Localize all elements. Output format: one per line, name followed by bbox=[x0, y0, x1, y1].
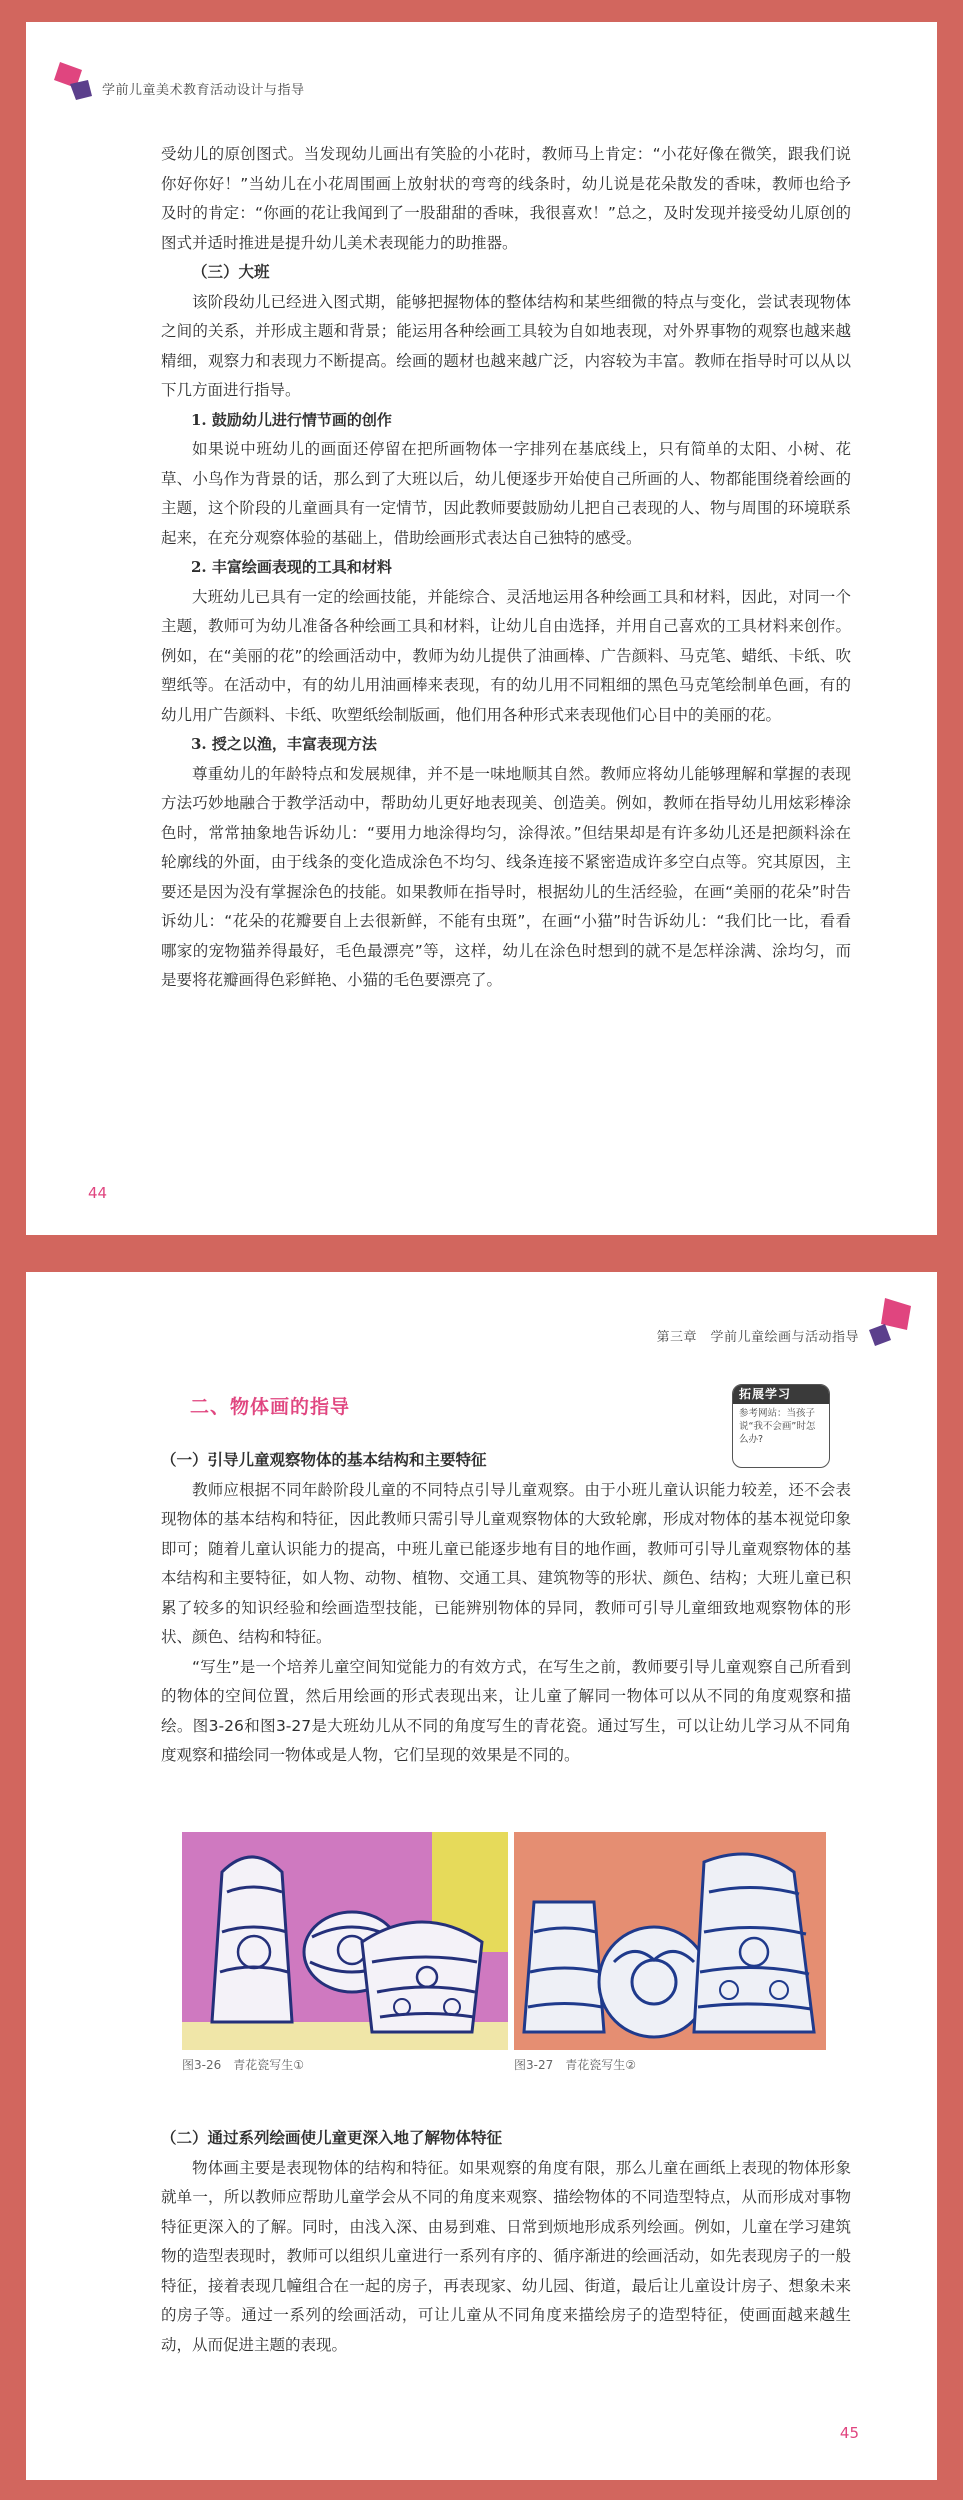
running-header: 第三章 学前儿童绘画与活动指导 bbox=[656, 1330, 859, 1345]
heading-plot-painting: 1. 鼓励幼儿进行情节画的创作 bbox=[191, 410, 392, 429]
page-44-body bbox=[161, 140, 851, 996]
page-45-body-top bbox=[161, 1446, 851, 1771]
header-decoration-icon bbox=[867, 1298, 917, 1352]
paragraph: 受幼儿的原创图式。当发现幼儿画出有笑脸的小花时，教师马上肯定：“小花好像在微笑，跟我们说你好你好！”当幼儿在小花周围画上放射状的弯弯的线条时，幼儿说是花朵散发的香味，教师也给予及时的肯定：“你画的花让我闻到了一股甜甜的香味，我很喜欢！”总之，及时发现并接受幼儿原创的图式并适时推进是提升幼儿美术表现能力的助推器。 bbox=[161, 145, 851, 252]
subheading-observe: （一）引导儿童观察物体的基本结构和主要特征 bbox=[161, 1451, 487, 1469]
paragraph: 物体画主要是表现物体的结构和特征。如果观察的角度有限，那么儿童在画纸上表现的物体形象就单一，所以教师应帮助儿童学会从不同的角度来观察、描绘物体的不同造型特点，从而形成对事物特征更深入的了解。同时，由浅入深、由易到难、日常到烦地形成系列绘画。例如，儿童在学习建筑物的造型表现时，教师可以组织儿童进行一系列有序的、循序渐进的绘画活动，如先表现房子的一般特征，接着表现几幢组合在一起的房子，再表现家、幼儿园、街道，最后让儿童设计房子、想象未来的房子等。通过一系列的绘画活动，可让儿童从不同角度来描绘房子的造型特征，使画面越来越生动，从而促进主题的表现。 bbox=[161, 2158, 851, 2354]
paragraph: 该阶段幼儿已经进入图式期，能够把握物体的整体结构和某些细微的特点与变化，尝试表现物体之间的关系，并形成主题和背景；能运用各种绘画工具较为自如地表现，对外界事物的观察也越来越精细，观察力和表现力不断提高。绘画的题材也越来越广泛，内容较为丰富。教师在指导时可以从以下几方面进行指导。 bbox=[161, 292, 851, 399]
figure-3-26-image bbox=[182, 1832, 508, 2050]
figure-3-27-caption: 图3-27 青花瓷写生② bbox=[514, 2058, 636, 2072]
figure-3-27-image bbox=[514, 1832, 826, 2050]
extension-title: 拓展学习 bbox=[733, 1385, 829, 1404]
page-44 bbox=[26, 22, 937, 1235]
paragraph: 大班幼儿已具有一定的绘画技能，并能综合、灵活地运用各种绘画工具和材料，因此，对同一个主题，教师可为幼儿准备各种绘画工具和材料，让幼儿自由选择，并用自己喜欢的工具材料来创作。例如，在“美丽的花”的绘画活动中，教师为幼儿提供了油画棒、广告颜料、马克笔、蜡纸、卡纸、吹塑纸等。在活动中，有的幼儿用油画棒来表现，有的幼儿用不同粗细的黑色马克笔绘制单色画，有的幼儿用广告颜料、卡纸、吹塑纸绘制版画，他们用各种形式来表现他们心目中的美丽的花。 bbox=[161, 587, 851, 724]
page-45-body-bottom bbox=[161, 2124, 851, 2360]
heading-tools-materials: 2. 丰富绘画表现的工具和材料 bbox=[191, 558, 392, 576]
paragraph: 尊重幼儿的年龄特点和发展规律，并不是一味地顺其自然。教师应将幼儿能够理解和掌握的表现方法巧妙地融合于教学活动中，帮助幼儿更好地表现美、创造美。例如，教师在指导幼儿用炫彩棒涂色时，常常抽象地告诉幼儿：“要用力地涂得均匀，涂得浓。”但结果却是有许多幼儿还是把颜料涂在轮廓线的外面，由于线条的变化造成涂色不均匀、线条连接不紧密造成许多空白点等。究其原因，主要还是因为没有掌握涂色的技能。如果教师在指导时，根据幼儿的生活经验，在画“美丽的花朵”时告诉幼儿：“花朵的花瓣要自上去很新鲜，不能有虫斑”，在画“小猫”时告诉幼儿：“我们比一比，看看哪家的宠物猫养得最好，毛色最漂亮”等，这样，幼儿在涂色时想到的就不是怎样涂满、涂均匀，而是要将花瓣画得色彩鲜艳、小猫的毛色要漂亮了。 bbox=[161, 764, 851, 989]
section-title: 二、物体画的指导 bbox=[190, 1396, 351, 1418]
paragraph: 教师应根据不同年龄阶段儿童的不同特点引导儿童观察。由于小班儿童认识能力较差，还不会表现物体的基本结构和特征，因此教师只需引导儿童观察物体的大致轮廓，形成对物体的基本视觉印象即可；随着儿童认识能力的提高，中班儿童已能逐步地有目的地作画，教师可引导儿童观察物体的基本结构和主要特征，如人物、动物、植物、交通工具、建筑物等的形状、颜色、结构；大班儿童已积累了较多的知识经验和绘画造型技能，已能辨别物体的异同，教师可引导儿童细致地观察物体的形状、颜色、结构和特征。 bbox=[161, 1480, 851, 1646]
page-number: 45 bbox=[839, 2424, 859, 2442]
page-45 bbox=[26, 1272, 937, 2480]
figure-3-26-caption: 图3-26 青花瓷写生① bbox=[182, 2058, 304, 2072]
running-header: 学前儿童美术教育活动设计与指导 bbox=[102, 83, 305, 98]
subheading-series: （二）通过系列绘画使儿童更深入地了解物体特征 bbox=[161, 2129, 503, 2147]
extension-body: 参考网站：当孩子说“我不会画”时怎么办? bbox=[739, 1408, 816, 1445]
heading-methods: 3. 授之以渔，丰富表现方法 bbox=[191, 735, 377, 753]
paragraph: “写生”是一个培养儿童空间知觉能力的有效方式，在写生之前，教师要引导儿童观察自己所看到的物体的空间位置，然后用绘画的形式表现出来，让儿童了解同一物体可以从不同的角度观察和描绘。图3-26和图3-27是大班幼儿从不同的角度写生的青花瓷。通过写生，可以让幼儿学习从不同角度观察和描绘同一物体或是人物，它们呈现的效果是不同的。 bbox=[161, 1657, 851, 1764]
paragraph: 如果说中班幼儿的画面还停留在把所画物体一字排列在基底线上，只有简单的太阳、小树、花草、小鸟作为背景的话，那么到了大班以后，幼儿便逐步开始使自己所画的人、物都能围绕着绘画的主题，这个阶段的儿童画具有一定情节，因此教师要鼓励幼儿把自己表现的人、物与周围的环境联系起来，在充分观察体验的基础上，借助绘画形式表达自己独特的感受。 bbox=[161, 440, 851, 547]
page-number: 44 bbox=[88, 1184, 108, 1202]
heading-big-class: （三）大班 bbox=[192, 263, 270, 281]
header-decoration-icon bbox=[54, 62, 98, 102]
